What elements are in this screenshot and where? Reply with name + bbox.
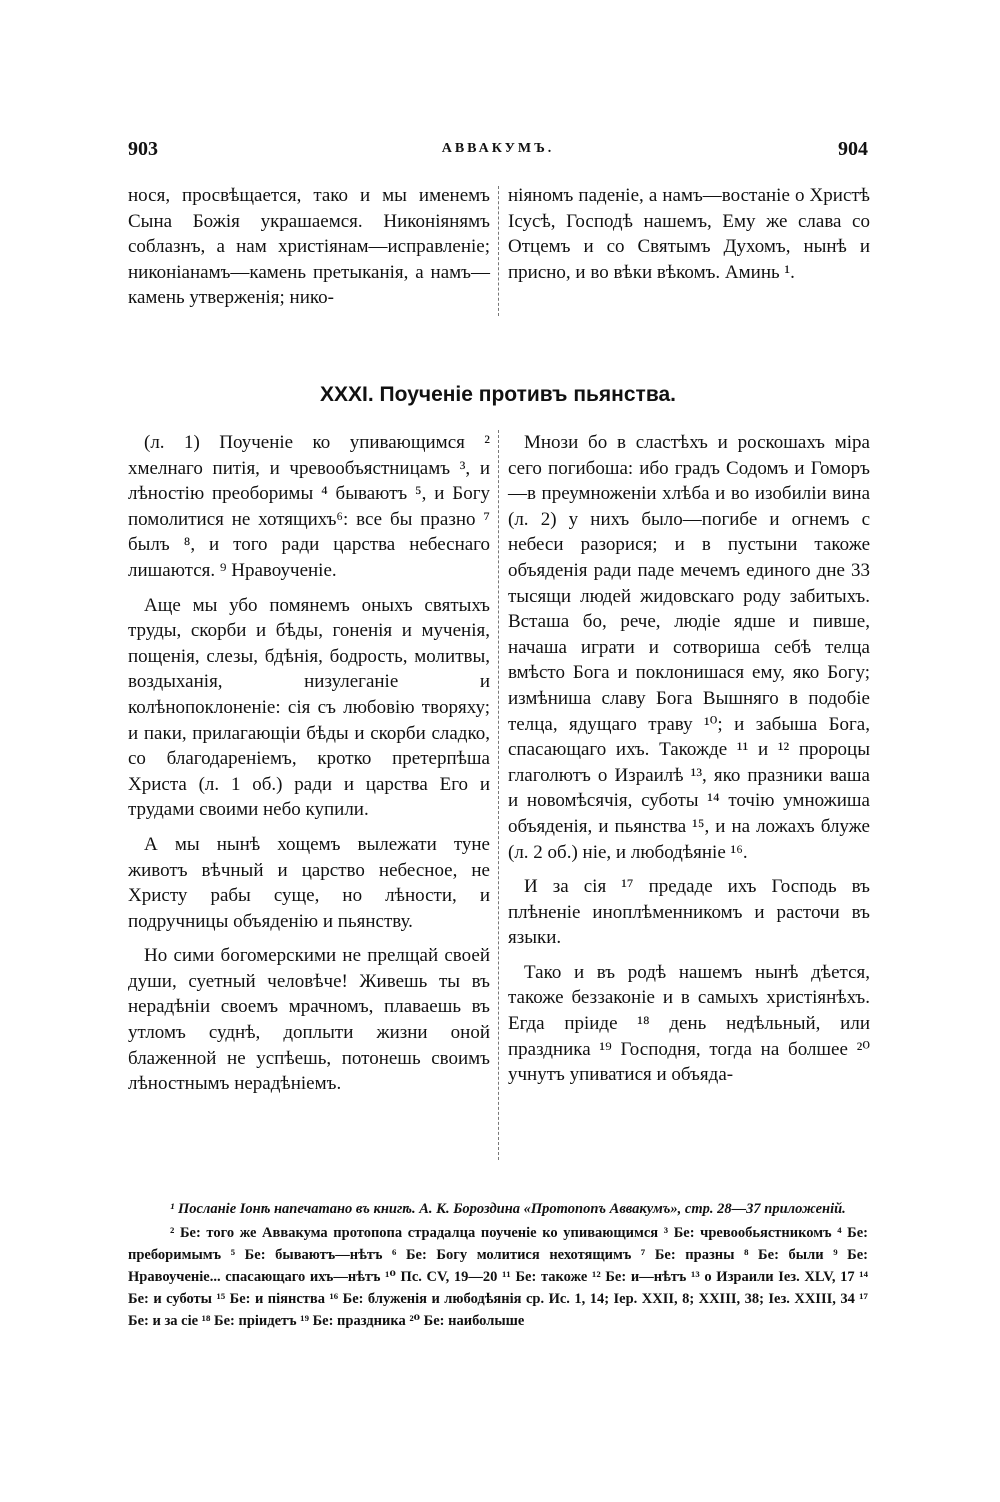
right-page-number: 904 [838,138,868,160]
running-title: АВВАКУМЪ. [441,141,555,156]
paragraph: (л. 1) Поученіе ко упивающимся ² хмелнаго питія, и чревообъястницамъ ³, и лѣностію преоборимы ⁴ бываютъ ⁵, и Богу помолитися не хотящихъ⁶: все бы празно ⁷ былъ ⁸, и того ради царства небеснаго лишаются. ⁹ Нравоученіе. [128,432,490,581]
paragraph: Аще мы убо помянемъ оныхъ святыхъ труды, скорби и бѣды, гоненія и мученія, пощенія, слезы, бдѣнія, бодрость, молитвы, воздыханія, низулеганіе и колѣнопоклоненіе: сія съ любовію творяху; и паки, прилагающіи бѣды и скорби сладко, со благодареніемъ, кротко претерпѣша Христа (л. 1 об.) ради и царства Его и трудами своими небо купили. [128,594,490,821]
paragraph: Но сими богомерскими не прелщай своей души, суетный человѣче! Живешь ты въ нерадѣніи своемъ мрачномъ, плаваешь въ утломъ суднѣ, доплыти жизни оной блаженной не успѣешь, потонешь своимъ лѣностнымъ нерадѣніемъ. [128,945,490,1095]
top-right-paragraph: ніяномъ паденіе, а намъ—востаніе о Христѣ Ісусѣ, Господѣ нашемъ, Ему же слава со Отцемъ и со Святымъ Духомъ, нынѣ и присно, и во вѣки вѣкомъ. Аминь ¹. [508,185,870,283]
paragraph: И за сія ¹⁷ предаде ихъ Господь въ плѣненіе иноплѣменникомъ и расточи въ языки. [508,876,870,949]
paragraph: Тако и въ родѣ нашемъ нынѣ дѣется, такоже беззаконіе и в самыхъ христіянѣхъ. Егда пріиде ¹⁸ день недѣльный, или праздника ¹⁹ Господня, тогда на болшее ²⁰ учнутъ упиватися и объяда- [508,961,870,1086]
footnote-1: ¹ Посланіе Іонѣ напечатано въ книгѣ. А. К. Бороздина «Протопопъ Аввакумъ», стр. 28—37 приложеній. [170,1201,846,1217]
left-page-number: 903 [128,138,158,160]
left-text-column [128,430,490,1106]
footnote-variants: ² Бе: того же Аввакума протопопа страдалца поученіе ко упивающимся ³ Бе: чревообьястникомъ ⁴ Бе: преборимымъ ⁵ Бе: бываютъ—нѣтъ ⁶ Бе: Богу молитися нехотящимъ ⁷ Бе: празны ⁸ Бе: были ⁹ Бе: Нравоученіе... спасающаго ихъ—нѣтъ ¹⁰ Пс. CV, 19—20 ¹¹ Бе: такоже ¹² Бе: и—нѣтъ ¹³ о Израили Іез. XLV, 17 ¹⁴ Бе: и суботы ¹⁵ Бе: и піянства ¹⁶ Бе: блуженія и любодѣянія ср. Ис. 1, 14; Іер. XXII, 8; XXIII, 38; Іез. XXIII, 34 ¹⁷ Бе: и за сіе ¹⁸ Бе: пріидетъ ¹⁹ Бе: праздника ²⁰ Бе: наиболыше [128,1225,868,1329]
top-left-paragraph: нося, просвѣщается, тако и мы именемъ Сына Божія украшаемся. Никоніянямъ соблазнъ, а нам христіянам—исправленіе; никоніанамъ—камень претыканія, а намъ—камень утверженія; нико- [128,185,490,309]
column-divider-top [498,186,500,316]
section-title: XXXI. Поученіе противъ пьянства. [320,383,676,406]
top-right-column [508,183,870,294]
paragraph: Мнози бо в сластѣхъ и роскошахъ міра сего погибоша: ибо градъ Содомъ и Гоморъ—в преумноженіи хлѣба и во изобиліи вина (л. 2) у нихъ было—погибе и огнемъ с небеси разорися; и в пустыни такоже объяденія ради паде мечемъ единого дне 33 тысящи людей жидовскаго роду забитыхъ. Всташа бо, рече, людіе ядше и пивше, начаша играти и сотвориша себѣ телца вмѣсто Бога и поклонишася ему, яко Богу; измѣниша славу Бога Вышняго в подобіе телца, ядущаго траву ¹⁰; и забыша Бога, спасающаго ихъ. Такожде ¹¹ и ¹² пророцы глаголютъ о Израилѣ ¹³, яко празники ваша и новомѣсячія, суботы ¹⁴ точію умножиша объяденія, и пьянства ¹⁵, и на ложахъ блуже (л. 2 об.) ніе, и любодѣяніе ¹⁶. [508,432,870,863]
page-header [128,138,868,168]
column-divider [498,430,500,1160]
right-text-column [508,430,870,1097]
footnotes [128,1198,868,1334]
paragraph: А мы нынѣ хощемъ вылежати туне животъ вѣчный и царство небесное, не Христу рабы суще, но лѣности, и подручницы объяденію и пьянству. [128,833,490,932]
top-left-column [128,183,490,320]
